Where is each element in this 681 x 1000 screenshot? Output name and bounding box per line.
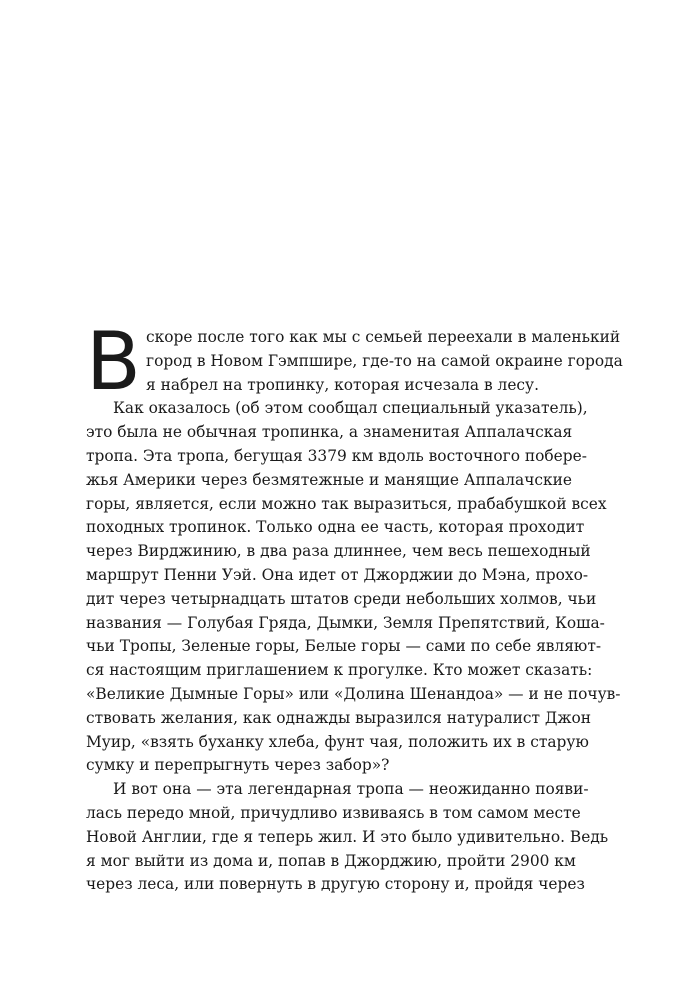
text-line: названия — Голубая Гряда, Дымки, Земля Препятствий, Коша- <box>86 613 605 632</box>
text-line: ствовать желания, как однажды выразился натуралист Джон <box>86 708 592 727</box>
text-line: Муир, «взять буханку хлеба, фунт чая, положить их в старую <box>86 732 589 751</box>
text-line: Как оказалось (об этом сообщал специальный указатель), <box>113 399 588 418</box>
text-line: лась передо мной, причудливо извиваясь в том самом месте <box>86 803 581 822</box>
text-line: через леса, или повернуть в другую сторону и, пройдя через <box>86 875 585 894</box>
text-line: походных тропинок. Только одна ее часть, которая проходит <box>86 518 585 537</box>
text-line: тропа. Эта тропа, бегущая 3379 км вдоль восточного побере- <box>86 446 587 465</box>
text-line: сумку и перепрыгнуть через забор»? <box>86 756 390 775</box>
body-text <box>86 315 623 897</box>
text-line: Новой Англии, где я теперь жил. И это было удивительно. Ведь <box>86 827 609 846</box>
text-line: И вот она — эта легендарная тропа — неожиданно появи- <box>113 780 589 799</box>
text-line: горы, является, если можно так выразиться, прабабушкой всех <box>86 494 607 513</box>
text-line: это была не обычная тропинка, а знаменитая Аппалачская <box>86 423 573 442</box>
drop-cap: В <box>86 315 141 408</box>
text-line: «Великие Дымные Горы» или «Долина Шенандоа» — и не почув- <box>86 684 621 703</box>
text-line: маршрут Пенни Уэй. Она идет от Джорджии до Мэна, прохо- <box>86 565 589 584</box>
text-line: я набрел на тропинку, которая исчезала в лесу. <box>146 375 540 394</box>
text-line: ся настоящим приглашением к прогулке. Кто может сказать: <box>86 661 593 680</box>
text-line: я мог выйти из дома и, попав в Джорджию, пройти 2900 км <box>86 851 576 870</box>
text-line: через Вирджинию, в два раза длиннее, чем весь пешеходный <box>86 542 591 561</box>
text-line: чьи Тропы, Зеленые горы, Белые горы — сами по себе являют- <box>86 637 602 656</box>
text-line: скоре после того как мы с семьей переехали в маленький <box>146 328 621 346</box>
text-line: жья Америки через безмятежные и манящие Аппалачские <box>86 470 572 489</box>
text-line: город в Новом Гэмпшире, где-то на самой окраине города <box>146 351 623 370</box>
text-line: дит через четырнадцать штатов среди небольших холмов, чьи <box>86 589 597 608</box>
